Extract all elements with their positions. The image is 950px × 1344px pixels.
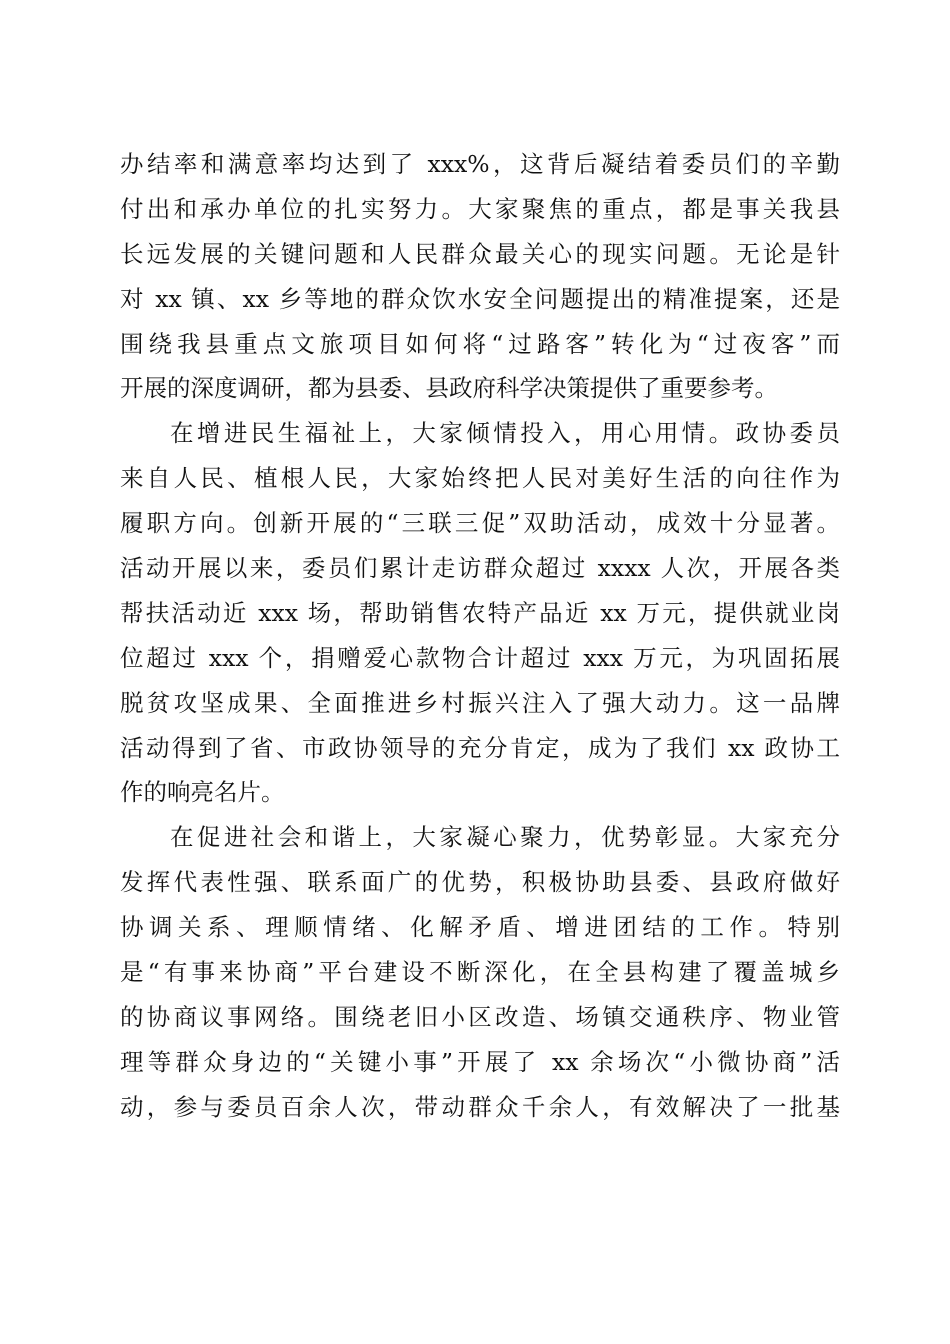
text-line: 作的响亮名片。 xyxy=(120,778,285,807)
paragraph-2 xyxy=(120,411,840,815)
text-line: 办结率和满意率均达到了 xxx%，这背后凝结着委员们的辛勤 xyxy=(120,150,840,178)
text-line: 发挥代表性强、联系面广的优势，积极协助县委、县政府做好 xyxy=(120,868,840,897)
paragraph-1 xyxy=(120,142,840,411)
text-line: 来自人民、植根人民，大家始终把人民对美好生活的向往作为 xyxy=(120,464,840,493)
text-line: 活动得到了省、市政协领导的充分肯定，成为了我们 xx 政协工 xyxy=(120,733,840,762)
text-line: 脱贫攻坚成果、全面推进乡村振兴注入了强大动力。这一品牌 xyxy=(120,688,840,717)
text-line: 付出和承办单位的扎实努力。大家聚焦的重点，都是事关我县 xyxy=(120,194,840,223)
text-line: 履职方向。创新开展的“三联三促”双助活动，成效十分显著。 xyxy=(120,509,840,538)
text-line: 围绕我县重点文旅项目如何将“过路客”转化为“过夜客”而 xyxy=(120,329,840,358)
text-line: 的协商议事网络。围绕老旧小区改造、场镇交通秩序、物业管 xyxy=(120,1002,840,1031)
text-line: 在增进民生福祉上，大家倾情投入，用心用情。政协委员 xyxy=(170,419,840,448)
paragraph-3 xyxy=(120,815,840,1129)
text-line: 长远发展的关键问题和人民群众最关心的现实问题。无论是针 xyxy=(120,239,840,268)
text-line: 位超过 xxx 个，捐赠爱心款物合计超过 xxx 万元，为巩固拓展 xyxy=(120,643,840,672)
text-line: 是“有事来协商”平台建设不断深化，在全县构建了覆盖城乡 xyxy=(120,958,840,987)
text-line: 动，参与委员百余人次，带动群众千余人，有效解决了一批基 xyxy=(120,1092,840,1121)
text-line: 开展的深度调研，都为县委、县政府科学决策提供了重要参考。 xyxy=(120,374,778,403)
text-line: 活动开展以来，委员们累计走访群众超过 xxxx 人次，开展各类 xyxy=(120,554,840,583)
text-line: 对 xx 镇、xx 乡等地的群众饮水安全问题提出的精准提案，还是 xyxy=(120,284,840,313)
document-body xyxy=(120,142,840,1130)
text-line: 帮扶活动近 xxx 场，帮助销售农特产品近 xx 万元，提供就业岗 xyxy=(120,598,840,627)
text-line: 在促进社会和谐上，大家凝心聚力，优势彰显。大家充分 xyxy=(170,823,840,852)
text-line: 理等群众身边的“关键小事”开展了 xx 余场次“小微协商”活 xyxy=(120,1047,840,1076)
text-line: 协调关系、理顺情绪、化解矛盾、增进团结的工作。特别 xyxy=(120,913,840,942)
